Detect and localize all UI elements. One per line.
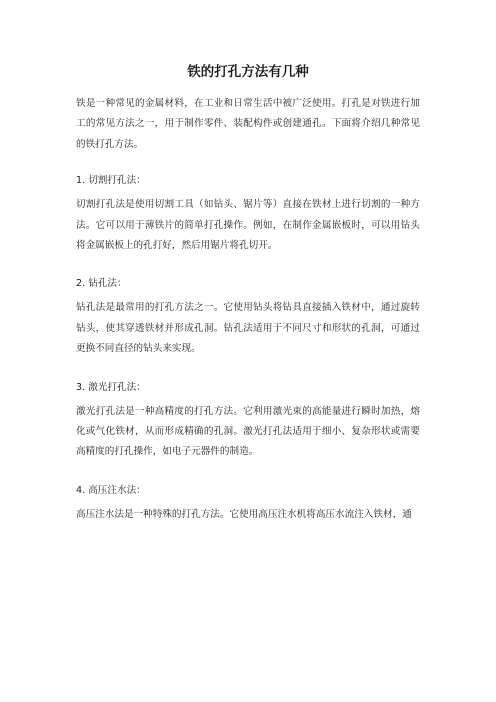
section-body: 高压注水法是一种特殊的打孔方法。它使用高压注水机将高压水流注入铁材，通: [76, 508, 412, 520]
document-title: 铁的打孔方法有几种: [187, 64, 309, 80]
section-heading: 2. 钻孔法：: [76, 278, 127, 290]
section-3: [76, 380, 420, 463]
section-body: 切割打孔法是使用切割工具（如钻头、锯片等）直接在铁材上进行切割的一种方法。它可以用于薄铁片的简单打孔操作。例如，在制作金属嵌板时，可以用钻头将金属嵌板上的孔打好，然后用锯片将孔切开。: [76, 199, 420, 252]
intro-paragraph: 铁是一种常见的金属材料，在工业和日常生活中被广泛使用。打孔是对铁进行加工的常见方法之一，用于制作零件、装配构件或创建通孔。下面将介绍几种常见的铁打孔方法。: [76, 98, 420, 150]
section-heading: 3. 激光打孔法：: [76, 381, 146, 393]
section-heading: 1. 切割打孔法：: [76, 175, 146, 187]
section-body: 钻孔法是最常用的打孔方法之一。它使用钻头将钻具直接插入铁材中，通过旋转钻头，使其穿透铁材并形成孔洞。钻孔法适用于不同尺寸和形状的孔洞，可通过更换不同直径的钻头来实现。: [76, 302, 420, 355]
section-heading: 4. 高压注水法：: [76, 484, 146, 496]
section-1: [76, 173, 420, 256]
section-body: 激光打孔法是一种高精度的打孔方法。它利用激光束的高能量进行瞬时加热，熔化或气化铁材，从而形成精确的孔洞。激光打孔法适用于细小、复杂形状或需要高精度的打孔操作，如电子元器件的制造。: [76, 405, 420, 458]
section-2: [76, 276, 420, 359]
section-4: [76, 483, 420, 525]
